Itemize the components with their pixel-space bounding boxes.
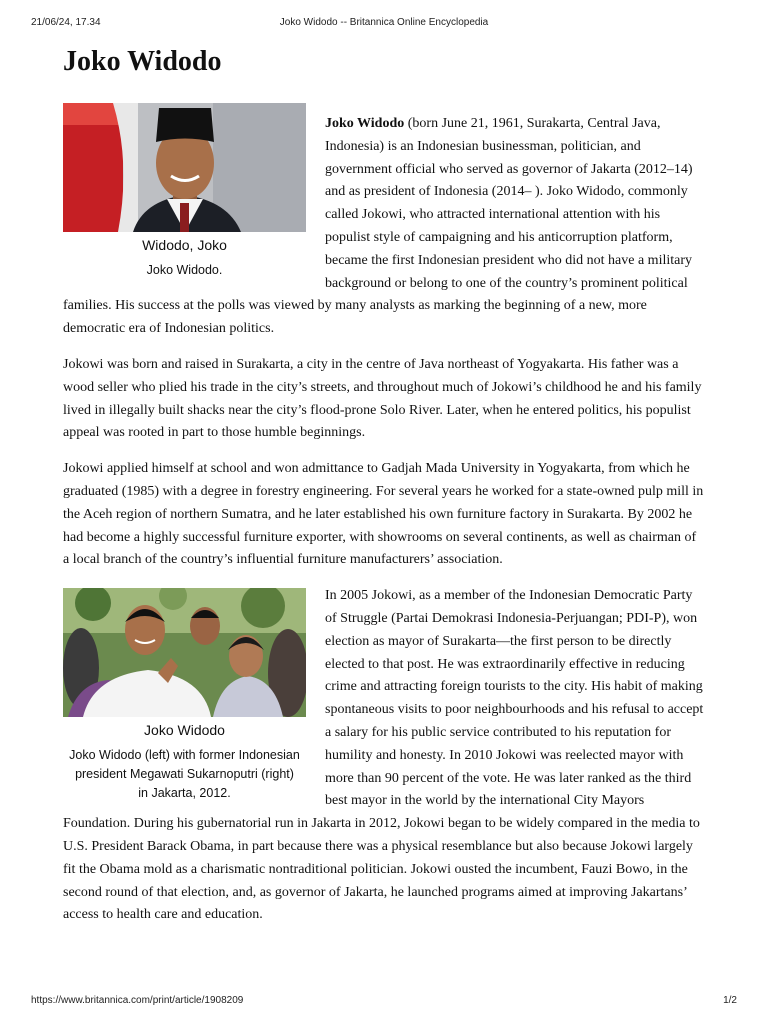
campaign-figure bbox=[63, 588, 306, 803]
campaign-photo[interactable] bbox=[63, 588, 306, 717]
figure-caption: Joko Widodo (left) with former Indonesian president Megawati Sukarnoputri (right) in Jakarta, 2012. bbox=[69, 748, 300, 801]
figure-title: Joko Widodo bbox=[144, 722, 225, 739]
subject-name: Joko Widodo bbox=[325, 116, 405, 131]
print-url: https://www.britannica.com/print/article/1908209 bbox=[31, 995, 244, 1006]
intro-text: (born June 21, 1961, Surakarta, Central Java, Indonesia) is an Indonesian businessman, politician, and government official who served as governor of Jakarta (2012–14) and as president of Indonesia (2014– ). Joko Widodo, commonly called Jokowi, who attracted international attention with his populist style of campaigning and his anticorruption platform, became the first Indonesian president who did not have a military background or belong to one of the country’s prominent political families. His success at the polls was viewed by many analysts as marking the beginning of a new, more democratic era of Indonesian politics. bbox=[63, 116, 693, 337]
print-datetime: 21/06/24, 17.34 bbox=[31, 17, 101, 28]
paragraph-political-career: In 2005 Jokowi, as a member of the Indonesian Democratic Party of Struggle (Partai Demokrasi Indonesia-Perjuangan; PDI-P), won election as mayor of Surakarta—the first person to be directly elected to that post. He was extraordinarily effective in reducing crime and attracting foreign tourists to the city. His habit of making spontaneous visits to poor neighbourhoods and his refusal to accept a salary for his public service contributed to his reputation for humility and honesty. In 2010 Jokowi was reelected mayor with more than 90 percent of the vote. He was later ranked as the third best mayor in the world by the international City Mayors Foundation. During his gubernatorial run in Jakarta in 2012, Jokowi began to be widely compared in the media to U.S. President Barack Obama, in part because there was a physical resemblance but also because Jokowi largely fit the Obama mold as a charismatic nontraditional politician. Jokowi ousted the incumbent, Fauzi Bowo, in the second round of that election, and, as governor of Jakarta, he launched programs aimed at improving Jakartans’ access to health care and education. bbox=[63, 588, 704, 923]
figure-title: Widodo, Joko bbox=[142, 237, 227, 253]
print-page-title: Joko Widodo -- Britannica Online Encyclopedia bbox=[279, 17, 489, 28]
paragraph-early-life: Jokowi was born and raised in Surakarta, a city in the centre of Java northeast of Yogyakarta. His father was a wood seller who plied his trade in the city’s streets, and throughout much of Jokowi’s childhood he and his family lived in illegally built shacks near the city’s flood-prone Solo River. Later, when he entered politics, his populist appeal was rooted in part to those humble beginnings. bbox=[63, 356, 702, 441]
article-body bbox=[63, 113, 704, 940]
print-page-number: 1/2 bbox=[723, 995, 737, 1006]
figure-caption: Joko Widodo. bbox=[146, 263, 223, 277]
paragraph-education: Jokowi applied himself at school and won admittance to Gadjah Mada University in Yogyakarta, from which he graduated (1985) with a degree in forestry engineering. For several years he worked for a state-owned pulp mill in the Aceh region of northern Sumatra, and he later established his own furniture factory in Surakarta. By 2002 he had become a highly successful furniture exporter, with showrooms on several continents, as well as chairman of a local branch of the country’s influential furniture manufacturers’ association. bbox=[63, 461, 704, 568]
portrait-figure bbox=[63, 103, 306, 280]
article-title: Joko Widodo bbox=[63, 46, 222, 77]
portrait-image[interactable] bbox=[63, 103, 306, 232]
